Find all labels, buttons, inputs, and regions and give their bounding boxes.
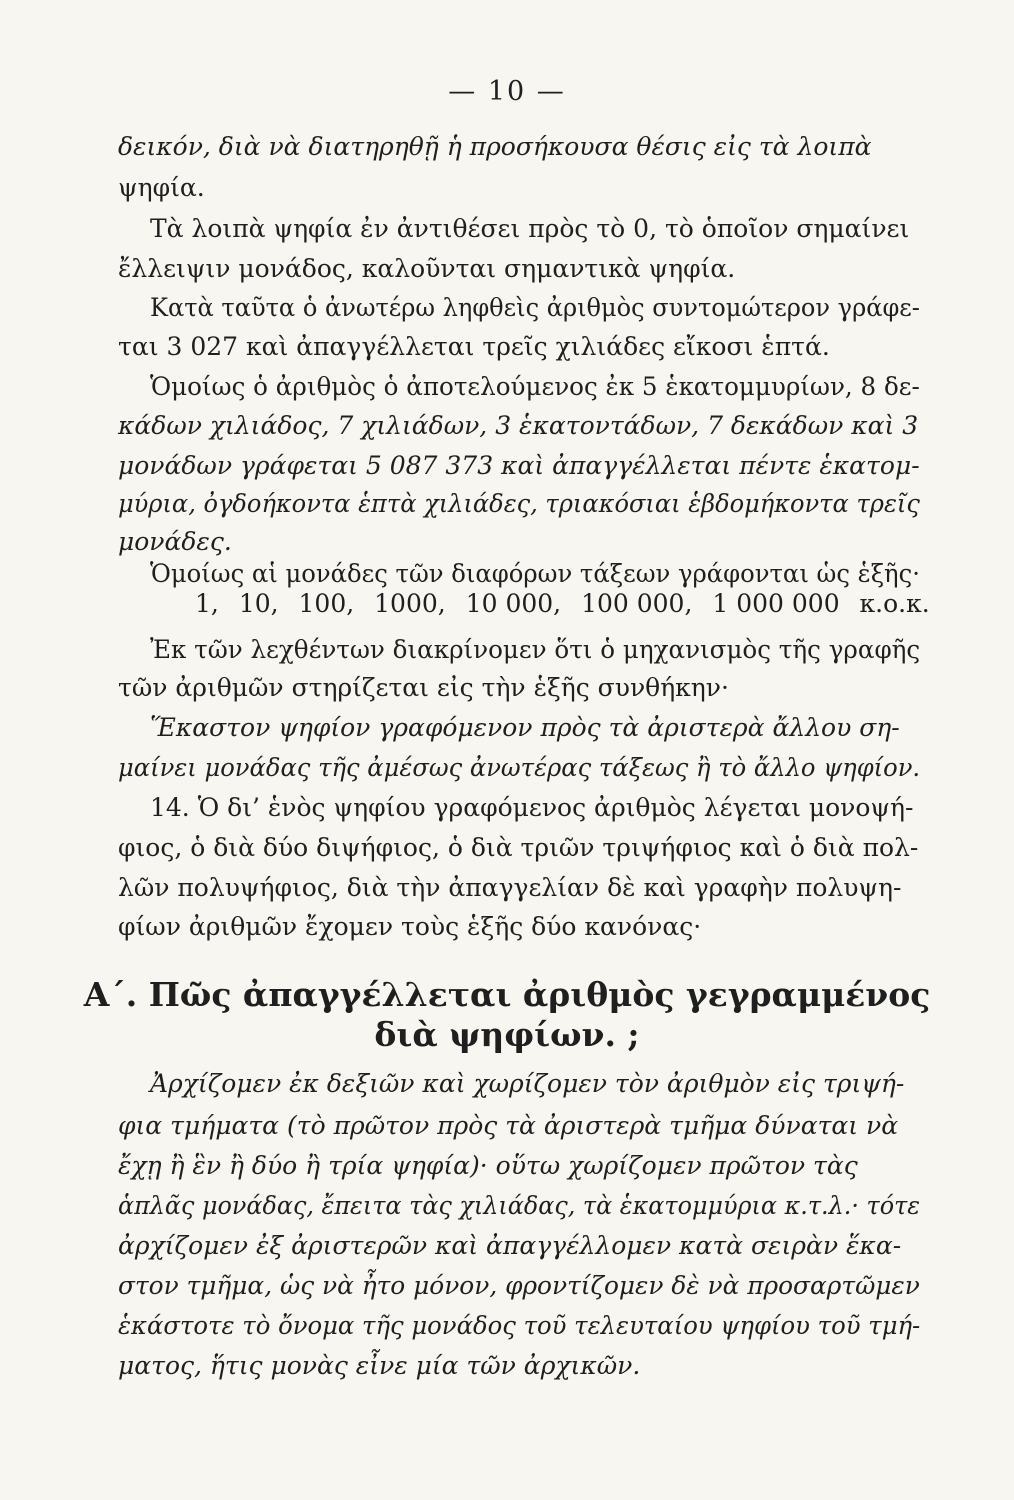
text-line: τῶν ἀριθμῶν στηρίζεται εἰς τὴν ἑξῆς συνθήκην· [118,673,729,702]
series-item: κ.ο.κ. [859,589,930,618]
text-line: ἀρχίζομεν ἐξ ἀριστερῶν καὶ ἀπαγγέλλομεν κατὰ σειρὰν ἕκα- [118,1231,902,1260]
text-line: φια τμήματα (τὸ πρῶτον πρὸς τὰ ἀριστερὰ τμῆμα δύναται νὰ [118,1111,899,1140]
text-line: Ὁμοίως αἱ μονάδες τῶν διαφόρων τάξεων γράφονται ὡς ἑξῆς· [150,559,920,588]
number-series [195,588,942,620]
text-line: στον τμῆμα, ὡς νὰ ἦτο μόνον, φροντίζομεν δὲ νὰ προσαρτῶμεν [118,1271,920,1300]
series-item: 10, [238,589,279,618]
series-item: 1000, [374,589,446,618]
text-line: ἔχῃ ἢ ἓν ἢ δύο ἢ τρία ψηφία)· οὕτω χωρίζομεν πρῶτον τὰς [118,1151,858,1180]
text-line: δεικόν, διὰ νὰ διατηρηθῇ ἡ προσήκουσα θέσις εἰς τὰ λοιπὰ [118,132,872,161]
series-item: 1, [195,589,219,618]
text-line: μονάδες. [118,527,232,556]
rule-line: μαίνει μονάδας τῆς ἀμέσως ἀνωτέρας τάξεως ἢ τὸ ἄλλο ψηφίον. [118,753,921,782]
text-line: Τὰ λοιπὰ ψηφία ἐν ἀντιθέσει πρὸς τὸ 0, τὸ ὁποῖον σημαίνει [150,214,910,243]
text-line: λῶν πολυψήφιος, διὰ τὴν ἀπαγγελίαν δὲ καὶ γραφὴν πολυψη- [118,873,902,902]
text-line: Κατὰ ταῦτα ὁ ἀνωτέρω ληφθεὶς ἀριθμὸς συντομώτερον γράφε- [150,293,920,322]
section-heading: διὰ ψηφίων. ; [374,1015,640,1054]
text-line: κάδων χιλιάδος, 7 χιλιάδων, 3 ἑκατοντάδων, 7 δεκάδων καὶ 3 [118,411,919,440]
text-line: φιος, ὁ διὰ δύο διψήφιος, ὁ διὰ τριῶν τριψήφιος καὶ ὁ διὰ πολ- [118,833,919,862]
text-line: μονάδων γράφεται 5 087 373 καὶ ἀπαγγέλλεται πέντε ἑκατομ- [118,451,920,480]
text-line: ται 3 027 καὶ ἀπαγγέλλεται τρεῖς χιλιάδες εἴκοσι ἑπτά. [118,332,830,361]
text-line: ἑκάστοτε τὸ ὄνομα τῆς μονάδος τοῦ τελευταίου ψηφίου τοῦ τμή- [118,1311,921,1340]
text-line: Ἐκ τῶν λεχθέντων διακρίνομεν ὅτι ὁ μηχανισμὸς τῆς γραφῆς [150,635,921,664]
series-item: 10 000, [465,589,562,618]
text-line: ψηφία. [118,173,205,202]
text-line: Ὁμοίως ὁ ἀριθμὸς ὁ ἀποτελούμενος ἐκ 5 ἑκατομμυρίων, 8 δε- [150,372,920,401]
text-line: ἁπλᾶς μονάδας, ἔπειτα τὰς χιλιάδας, τὰ ἑκατομμύρια κ.τ.λ.· τότε [118,1191,921,1220]
series-item: 100, [298,589,355,618]
text-line: μύρια, ὀγδοήκοντα ἑπτὰ χιλιάδες, τριακόσιαι ἑβδομήκοντα τρεῖς [118,489,920,518]
series-item: 1 000 000 [712,589,840,618]
text-line: φίων ἀριθμῶν ἔχομεν τοὺς ἑξῆς δύο κανόνας· [118,912,702,941]
rule-line: Ἕκαστον ψηφίον γραφόμενον πρὸς τὰ ἀριστερὰ ἄλλου ση- [150,713,900,742]
text-line: Ἀρχίζομεν ἐκ δεξιῶν καὶ χωρίζομεν τὸν ἀριθμὸν εἰς τριψή- [150,1069,905,1098]
text-line: ματος, ἥτις μονὰς εἶνε μία τῶν ἀρχικῶν. [118,1351,641,1380]
series-item: 100 000, [581,589,693,618]
text-line: ἔλλειψιν μονάδος, καλοῦνται σημαντικὰ ψηφία. [118,254,736,283]
section-heading: Α΄. Πῶς ἀπαγγέλλεται ἀριθμὸς γεγραμμένος [83,975,931,1014]
text-line: 14. Ὁ δι’ ἑνὸς ψηφίου γραφόμενος ἀριθμὸς λέγεται μονοψή- [150,793,914,822]
page-number: — 10 — [448,76,566,107]
